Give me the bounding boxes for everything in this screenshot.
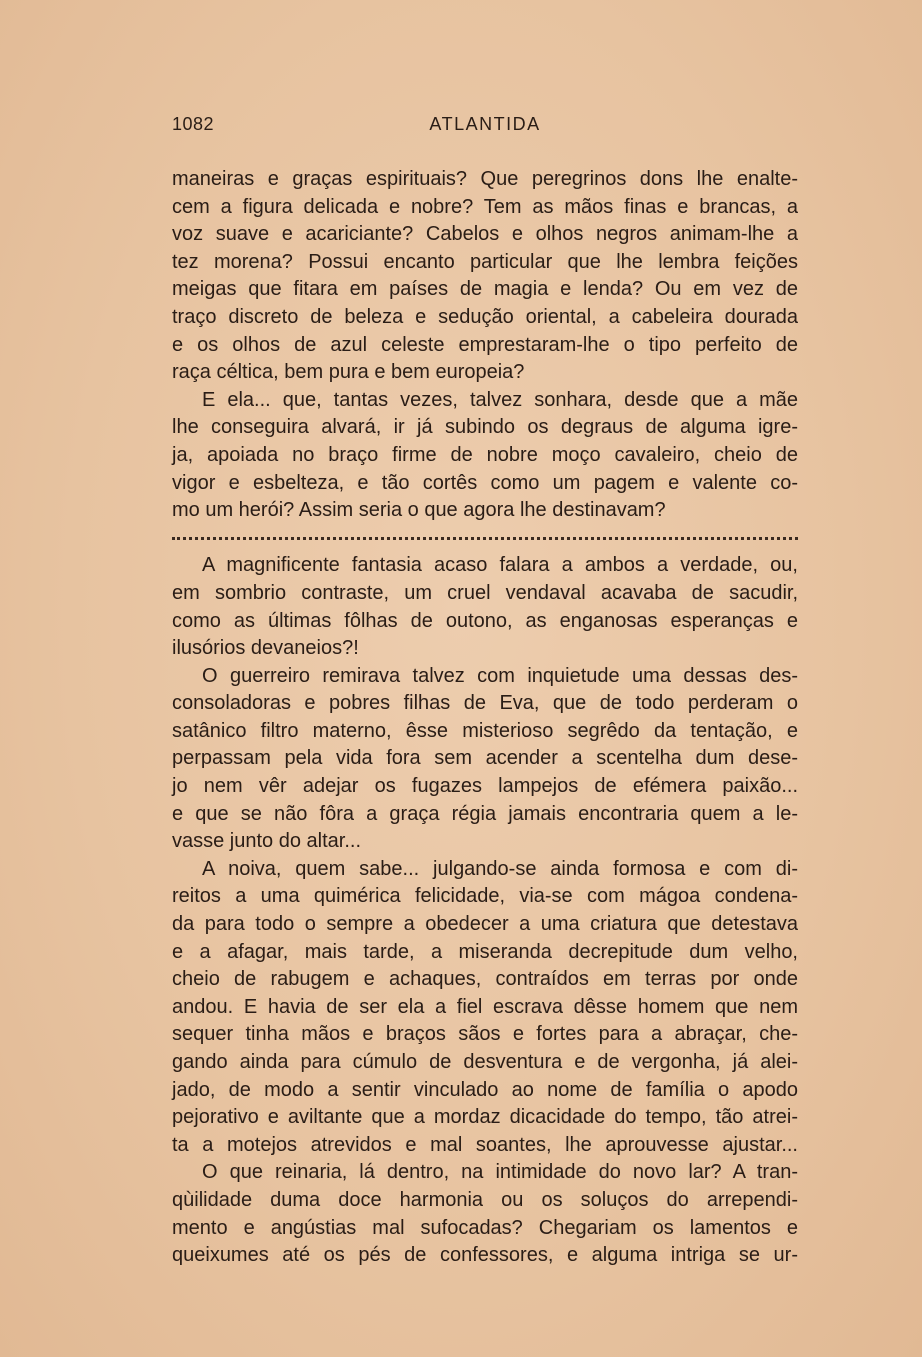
text-line: traço discreto de beleza e sedução oriental, a cabeleira dourada <box>172 305 798 328</box>
body-text <box>172 166 798 1270</box>
text-line: O guerreiro remirava talvez com inquietude uma dessas des- <box>202 664 798 687</box>
text-line: vasse junto do altar... <box>172 830 362 853</box>
text-line: e os olhos de azul celeste emprestaram-lhe o tipo perfeito de <box>172 333 798 356</box>
text-line: raça céltica, bem pura e bem europeia? <box>172 361 525 384</box>
text-line: cem a figura delicada e nobre? Tem as mãos finas e brancas, a <box>172 195 798 218</box>
text-line: ja, apoiada no braço firme de nobre moço cavaleiro, cheio de <box>172 443 798 466</box>
text-line: mo um herói? Assim seria o que agora lhe destinavam? <box>172 499 666 522</box>
text-line: tez morena? Possui encanto particular que lhe lembra feições <box>172 250 798 273</box>
text-line: queixumes até os pés de confessores, e alguma intriga se ur- <box>172 1244 798 1267</box>
page-number: 1082 <box>172 114 215 134</box>
text-line: e que se não fôra a graça régia jamais encontraria quem a le- <box>172 802 798 825</box>
text-line: voz suave e acariciante? Cabelos e olhos negros animam-lhe a <box>172 223 798 246</box>
text-line: andou. E havia de ser ela a fiel escrava dêsse homem que nem <box>172 995 798 1018</box>
text-line: em sombrio contraste, um cruel vendaval acavaba de sacudir, <box>172 581 798 604</box>
text-line: sequer tinha mãos e braços sãos e fortes para a abraçar, che- <box>172 1023 798 1046</box>
text-line: reitos a uma quimérica felicidade, via-se com mágoa condena- <box>172 885 798 908</box>
text-line: da para todo o sempre a obedecer a uma criatura que detestava <box>172 913 798 936</box>
dotted-rule <box>172 537 798 540</box>
text-line: A noiva, quem sabe... julgando-se ainda formosa e com di- <box>202 857 798 880</box>
text-line: maneiras e graças espirituais? Que peregrinos dons lhe enalte- <box>172 168 798 190</box>
text-line: cheio de rabugem e achaques, contraídos em terras por onde <box>172 968 798 991</box>
text-line: A magnificente fantasia acaso falara a ambos a verdade, ou, <box>202 554 798 577</box>
text-line: jo nem vêr adejar os fugazes lampejos de efémera paixão... <box>172 775 798 798</box>
text-line: qùilidade duma doce harmonia ou os soluços do arrependi- <box>172 1188 798 1211</box>
page-header <box>172 114 798 142</box>
text-line: meigas que fitara em países de magia e lenda? Ou em vez de <box>172 278 798 301</box>
text-line: E ela... que, tantas vezes, talvez sonhara, desde que a mãe <box>202 388 798 411</box>
text-line: O que reinaria, lá dentro, na intimidade do novo lar? A tran- <box>202 1161 798 1184</box>
text-line: e a afagar, mais tarde, a miseranda decrepitude dum velho, <box>172 940 798 963</box>
text-line: vigor e esbelteza, e tão cortês como um pagem e valente co- <box>172 471 798 494</box>
text-line: ilusórios devaneios?! <box>172 637 359 660</box>
text-line: pejorativo e aviltante que a mordaz dicacidade do tempo, tão atrei- <box>172 1106 798 1129</box>
dotted-separator <box>172 525 798 553</box>
text-line: consoladoras e pobres filhas de Eva, que de todo perderam o <box>172 692 798 715</box>
text-line: ta a motejos atrevidos e mal soantes, lhe aprouvesse ajustar... <box>172 1133 798 1156</box>
text-line: satânico filtro materno, êsse misterioso segrêdo da tentação, e <box>172 719 798 742</box>
text-line: como as últimas fôlhas de outono, as enganosas esperanças e <box>172 609 798 632</box>
text-line: lhe conseguira alvará, ir já subindo os degraus de alguma igre- <box>172 416 798 439</box>
text-line: jado, de modo a sentir vinculado ao nome de família o apodo <box>172 1078 798 1101</box>
text-line: perpassam pela vida fora sem acender a scentelha dum dese- <box>172 747 798 770</box>
running-title: ATLANTIDA <box>429 114 541 134</box>
text-line: mento e angústias mal sufocadas? Chegariam os lamentos e <box>172 1216 798 1239</box>
text-line: gando ainda para cúmulo de desventura e de vergonha, já alei- <box>172 1051 798 1073</box>
